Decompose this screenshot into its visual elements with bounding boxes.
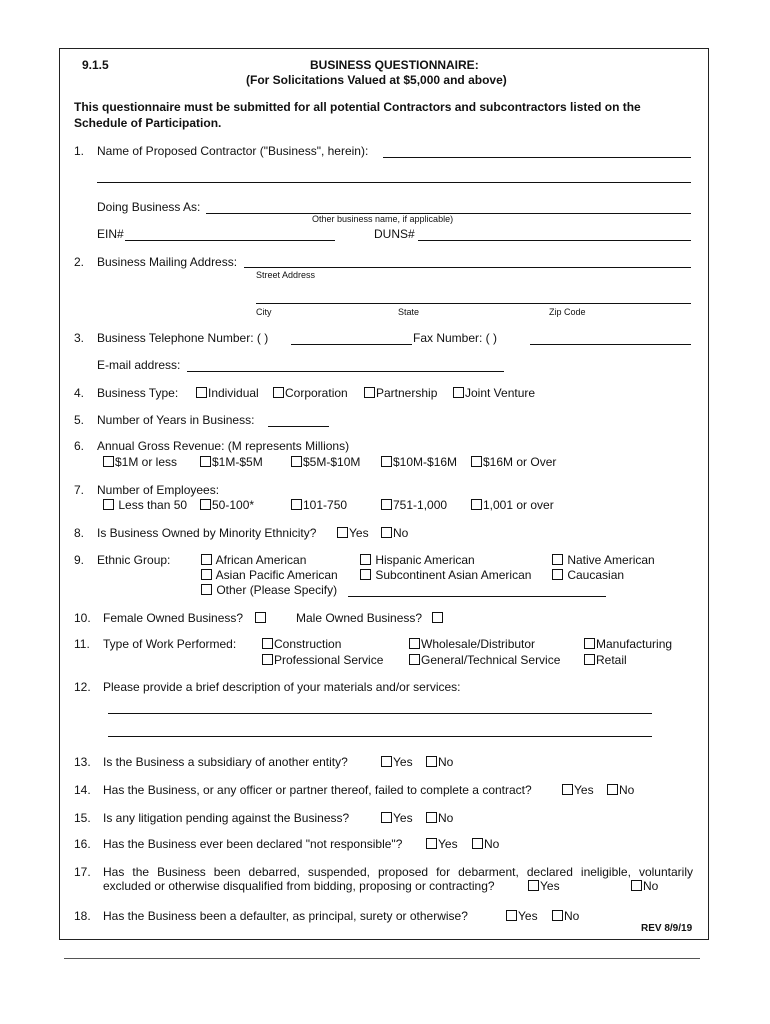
q17-yes[interactable]: Yes — [528, 879, 560, 893]
q5-number: 5. — [74, 413, 85, 427]
checkbox[interactable] — [262, 654, 273, 665]
q3-number: 3. — [74, 331, 85, 345]
q16-label: Has the Business ever been declared "not responsible"? — [103, 837, 403, 851]
checkbox[interactable] — [584, 654, 595, 665]
checkbox[interactable] — [471, 499, 482, 510]
option-asian-pacific-american[interactable]: Asian Pacific American — [201, 568, 338, 582]
checkbox[interactable] — [364, 387, 375, 398]
checkbox[interactable] — [506, 910, 517, 921]
checkbox[interactable] — [381, 756, 392, 767]
ein-field[interactable] — [125, 240, 335, 241]
checkbox[interactable] — [381, 499, 392, 510]
checkbox[interactable] — [552, 569, 563, 580]
checkbox[interactable] — [196, 387, 207, 398]
checkbox[interactable] — [381, 812, 392, 823]
checkbox[interactable] — [409, 638, 420, 649]
checkbox[interactable] — [453, 387, 464, 398]
q17-number: 17. — [74, 865, 91, 879]
zip-hint: Zip Code — [549, 307, 586, 317]
revision-label: REV 8/9/19 — [641, 923, 693, 934]
checkbox[interactable] — [472, 838, 483, 849]
duns-field[interactable] — [418, 240, 691, 241]
option-african-american[interactable]: African American — [201, 553, 306, 567]
checkbox[interactable] — [471, 456, 482, 467]
q8-label: Is Business Owned by Minority Ethnicity? — [97, 526, 317, 540]
q14-no[interactable]: No — [607, 783, 634, 797]
dba-label: Doing Business As: — [97, 200, 201, 214]
q12-number: 12. — [74, 680, 91, 694]
q13-yes[interactable]: Yes — [381, 755, 413, 769]
intro-line-1: This questionnaire must be submitted for all potential Contractors and subcontractors listed on the — [74, 100, 641, 114]
description-field-line-1[interactable] — [108, 713, 652, 714]
q17-label-line-1: Has the Business been debarred, suspended, proposed for debarment, declared ineligible, voluntarily — [103, 865, 693, 879]
q5-label: Number of Years in Business: — [97, 413, 255, 427]
phone-label: Business Telephone Number: ( ) — [97, 331, 269, 345]
option-manufacturing[interactable]: Manufacturing — [584, 637, 672, 651]
checkbox[interactable] — [381, 527, 392, 538]
checkbox[interactable] — [528, 880, 539, 891]
option-general-technical-service[interactable]: General/Technical Service — [409, 653, 560, 667]
checkbox[interactable] — [337, 527, 348, 538]
fax-label: Fax Number: ( ) — [413, 331, 498, 345]
checkbox[interactable] — [552, 554, 563, 565]
q18-number: 18. — [74, 909, 91, 923]
email-label: E-mail address: — [97, 358, 181, 372]
option-wholesale-distributor[interactable]: Wholesale/Distributor — [409, 637, 535, 651]
option-caucasian[interactable]: Caucasian — [552, 568, 624, 582]
q14-label: Has the Business, or any officer or partner thereof, failed to complete a contract? — [103, 783, 532, 797]
q15-no[interactable]: No — [426, 811, 453, 825]
q8-no[interactable]: No — [381, 526, 408, 540]
option-revenue-4[interactable]: $10M-$16M — [381, 455, 457, 469]
checkbox[interactable] — [426, 756, 437, 767]
city-state-zip-field[interactable] — [256, 303, 691, 304]
option-native-american[interactable]: Native American — [552, 553, 655, 567]
fax-field[interactable] — [530, 344, 691, 345]
checkbox[interactable] — [201, 554, 212, 565]
business-name-field-line-2[interactable] — [97, 182, 691, 183]
q11-label: Type of Work Performed: — [103, 637, 237, 651]
checkbox[interactable] — [201, 569, 212, 580]
checkbox[interactable] — [291, 456, 302, 467]
street-address-field[interactable] — [244, 267, 691, 268]
checkbox[interactable] — [103, 456, 114, 467]
q13-no[interactable]: No — [426, 755, 453, 769]
checkbox[interactable] — [426, 812, 437, 823]
section-number: 9.1.5 — [82, 58, 109, 72]
male-owned-label: Male Owned Business? — [296, 611, 423, 625]
option-corporation[interactable]: Corporation — [273, 386, 348, 400]
q18-label: Has the Business been a defaulter, as principal, surety or otherwise? — [103, 909, 468, 923]
q6-number: 6. — [74, 439, 85, 453]
q6-label: Annual Gross Revenue: (M represents Millions) — [97, 439, 350, 453]
q1-number: 1. — [74, 144, 85, 158]
years-in-business-field[interactable] — [268, 426, 329, 427]
q14-yes[interactable]: Yes — [562, 783, 594, 797]
phone-field[interactable] — [291, 344, 412, 345]
checkbox[interactable] — [631, 880, 642, 891]
option-employees-5[interactable]: 1,001 or over — [471, 498, 554, 512]
q2-number: 2. — [74, 255, 85, 269]
ein-label: EIN# — [97, 227, 124, 241]
q4-label: Business Type: — [97, 386, 179, 400]
duns-label: DUNS# — [374, 227, 415, 241]
checkbox[interactable] — [201, 584, 212, 595]
checkbox[interactable] — [360, 554, 371, 565]
form-subtitle: (For Solicitations Valued at $5,000 and above) — [246, 73, 507, 87]
female-owned-checkbox[interactable] — [255, 612, 266, 623]
q15-label: Is any litigation pending against the Business? — [103, 811, 350, 825]
option-revenue-5[interactable]: $16M or Over — [471, 455, 556, 469]
q13-label: Is the Business a subsidiary of another entity? — [103, 755, 348, 769]
q7-label: Number of Employees: — [97, 483, 220, 497]
female-owned-label: Female Owned Business? — [103, 611, 244, 625]
checkbox[interactable] — [552, 910, 563, 921]
checkbox[interactable] — [409, 654, 420, 665]
page-footer-rule — [64, 958, 700, 959]
q8-number: 8. — [74, 526, 85, 540]
q8-yes[interactable]: Yes — [337, 526, 369, 540]
q10-number: 10. — [74, 611, 91, 625]
q13-number: 13. — [74, 755, 91, 769]
q16-no[interactable]: No — [472, 837, 499, 851]
checkbox[interactable] — [562, 784, 573, 795]
option-retail[interactable]: Retail — [584, 653, 627, 667]
option-employees-4[interactable]: 751-1,000 — [381, 498, 447, 512]
business-name-field[interactable] — [383, 157, 691, 158]
q17-label-line-2: excluded or otherwise disqualified from bidding, proposing or contracting? — [103, 879, 495, 893]
q15-number: 15. — [74, 811, 91, 825]
dba-hint: Other business name, if applicable) — [312, 214, 454, 224]
option-revenue-2[interactable]: $1M-$5M — [200, 455, 263, 469]
option-employees-2[interactable]: 50-100* — [200, 498, 254, 512]
description-field-line-2[interactable] — [108, 736, 652, 737]
male-owned-checkbox[interactable] — [432, 612, 443, 623]
q16-number: 16. — [74, 837, 91, 851]
checkbox[interactable] — [584, 638, 595, 649]
q1-label: Name of Proposed Contractor ("Business", herein): — [97, 144, 369, 158]
checkbox[interactable] — [607, 784, 618, 795]
checkbox[interactable] — [200, 499, 211, 510]
option-employees-1[interactable]: Less than 50 — [103, 498, 187, 512]
q17-no[interactable]: No — [631, 879, 658, 893]
checkbox[interactable] — [291, 499, 302, 510]
q9-number: 9. — [74, 553, 85, 567]
checkbox[interactable] — [103, 499, 114, 510]
option-joint-venture[interactable]: Joint Venture — [453, 386, 535, 400]
q2-label: Business Mailing Address: — [97, 255, 238, 269]
q18-yes[interactable]: Yes — [506, 909, 538, 923]
option-partnership[interactable]: Partnership — [364, 386, 437, 400]
checkbox[interactable] — [381, 456, 392, 467]
q16-yes[interactable]: Yes — [426, 837, 458, 851]
q18-no[interactable]: No — [552, 909, 579, 923]
q12-label: Please provide a brief description of your materials and/or services: — [103, 680, 461, 694]
option-employees-3[interactable]: 101-750 — [291, 498, 347, 512]
other-specify-field[interactable] — [348, 596, 606, 597]
checkbox[interactable] — [200, 456, 211, 467]
option-individual[interactable]: Individual — [196, 386, 259, 400]
intro-line-2: Schedule of Participation. — [74, 116, 222, 130]
checkbox[interactable] — [262, 638, 273, 649]
checkbox[interactable] — [273, 387, 284, 398]
state-hint: State — [398, 307, 420, 317]
q4-number: 4. — [74, 386, 85, 400]
city-hint: City — [256, 307, 272, 317]
q9-label: Ethnic Group: — [97, 553, 171, 567]
option-revenue-3[interactable]: $5M-$10M — [291, 455, 360, 469]
q7-number: 7. — [74, 483, 85, 497]
option-construction[interactable]: Construction — [262, 637, 341, 651]
email-field[interactable] — [187, 371, 504, 372]
option-revenue-1[interactable]: $1M or less — [103, 455, 177, 469]
q14-number: 14. — [74, 783, 91, 797]
street-address-hint: Street Address — [256, 270, 316, 280]
checkbox[interactable] — [426, 838, 437, 849]
form-title: BUSINESS QUESTIONNAIRE: — [310, 58, 479, 72]
option-hispanic-american[interactable]: Hispanic American — [360, 553, 475, 567]
q15-yes[interactable]: Yes — [381, 811, 413, 825]
option-subcontinent-asian-american[interactable]: Subcontinent Asian American — [360, 568, 531, 582]
q11-number: 11. — [74, 637, 90, 651]
option-professional-service[interactable]: Professional Service — [262, 653, 383, 667]
checkbox[interactable] — [360, 569, 371, 580]
option-other[interactable]: Other (Please Specify) — [201, 583, 337, 597]
